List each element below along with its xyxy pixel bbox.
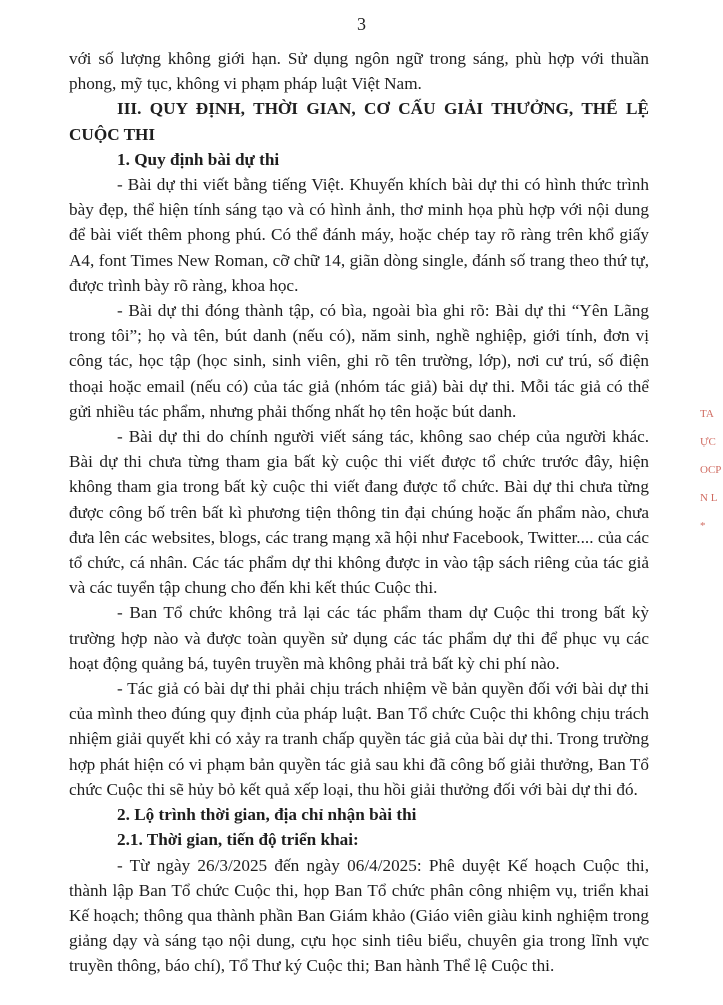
- stamp-text: OCP: [700, 464, 722, 476]
- body-paragraph: - Bài dự thi do chính người viết sáng tác, không sao chép của người khác. Bài dự thi chưa từng tham gia bất kỳ cuộc thi viết được tổ chức trước đây, hiện không tham gia trong bất kỳ cuộc thi viết đang được tổ chức. Bài dự thi chưa từng được công bố trên bất kì phương tiện thông tin đại chúng hoặc ấn phẩm nào, chưa đưa lên các websites, blogs, các trang mạng xã hội như Facebook, Twitter.... của các tổ chức, cá nhân. Các tác phẩm dự thi không được in vào tập sách riêng của tác giả và các tuyển tập chung cho đến khi kết thúc Cuộc thi.: [69, 427, 649, 598]
- stamp-text: TA: [700, 408, 714, 420]
- page-number: 3: [357, 14, 366, 34]
- section-heading: III. QUY ĐỊNH, THỜI GIAN, CƠ CẤU GIẢI THƯỞNG, THỂ LỆ CUỘC THI: [69, 99, 649, 144]
- stamp-text: *: [700, 520, 706, 532]
- stamp-text: ỰC: [700, 436, 716, 448]
- body-paragraph: - Ban Tổ chức không trả lại các tác phẩm tham dự Cuộc thi trong bất kỳ trường hợp nào và được toàn quyền sử dụng các tác phẩm dự thi để phục vụ các hoạt động quảng bá, tuyên truyền mà không phải trả bất kỳ chi phí nào.: [69, 603, 649, 673]
- body-paragraph: - Từ ngày 26/3/2025 đến ngày 06/4/2025: Phê duyệt Kế hoạch Cuộc thi, thành lập Ban Tổ chức Cuộc thi, họp Ban Tổ chức phân công nhiệm vụ, triển khai Kế hoạch; thông qua thành phần Ban Giám khảo (Giáo viên giàu kinh nghiệm trong giảng dạy và sáng tạo nội dung, cựu học sinh tiêu biểu, chuyên gia trong lĩnh vực truyền thông, báo chí), Tổ Thư ký Cuộc thi; Ban hành Thể lệ Cuộc thi.: [69, 855, 649, 976]
- subsection-heading: 2. Lộ trình thời gian, địa chỉ nhận bài thi: [117, 805, 417, 825]
- body-paragraph: - Tác giả có bài dự thi phải chịu trách nhiệm về bản quyền đối với bài dự thi của mình theo đúng quy định của pháp luật. Ban Tổ chức Cuộc thi không chịu trách nhiệm giải quyết khi có xảy ra tranh chấp quyền tác giả của bài dự thi. Trong trường hợp phát hiện có vi phạm bản quyền tác giả sau khi đã công bố giải thưởng, Ban Tổ chức Cuộc thi sẽ hủy bỏ kết quả xếp loại, thu hồi giải thưởng đối với bài dự thi đó.: [69, 679, 649, 799]
- subsection-heading: 2.1. Thời gian, tiến độ triển khai:: [117, 830, 359, 850]
- red-stamp-fragment: [700, 400, 723, 540]
- subsection-heading: 1. Quy định bài dự thi: [117, 149, 280, 169]
- body-paragraph: - Bài dự thi đóng thành tập, có bìa, ngoài bìa ghi rõ: Bài dự thi “Yên Lãng trong tôi”; họ và tên, bút danh (nếu có), năm sinh, nghề nghiệp, giới tính, đơn vị công tác, học tập (học sinh, sinh viên, ghi rõ tên trường, lớp), nơi cư trú, số điện thoại hoặc email (nếu có) của tác giả (nhóm tác giả) bài dự thi. Mỗi tác giả có thể gửi nhiều tác phẩm, nhưng phải thống nhất họ tên hoặc bút danh.: [69, 301, 649, 421]
- document-body: [69, 46, 649, 979]
- continuation-paragraph: với số lượng không giới hạn. Sử dụng ngôn ngữ trong sáng, phù hợp với thuần phong, mỹ tục, không vi phạm pháp luật Việt Nam.: [69, 49, 649, 94]
- stamp-text: N L: [700, 492, 718, 504]
- body-paragraph: - Bài dự thi viết bằng tiếng Việt. Khuyến khích bài dự thi có hình thức trình bày đẹp, thể hiện tính sáng tạo và có hình ảnh, thơ minh họa phù hợp với nội dung để bài viết thêm phong phú. Có thể đánh máy, hoặc chép tay rõ ràng trên khổ giấy A4, font Times New Roman, cỡ chữ 14, giãn dòng single, đánh số trang theo thứ tự, được trình bày rõ ràng, khoa học.: [69, 175, 649, 295]
